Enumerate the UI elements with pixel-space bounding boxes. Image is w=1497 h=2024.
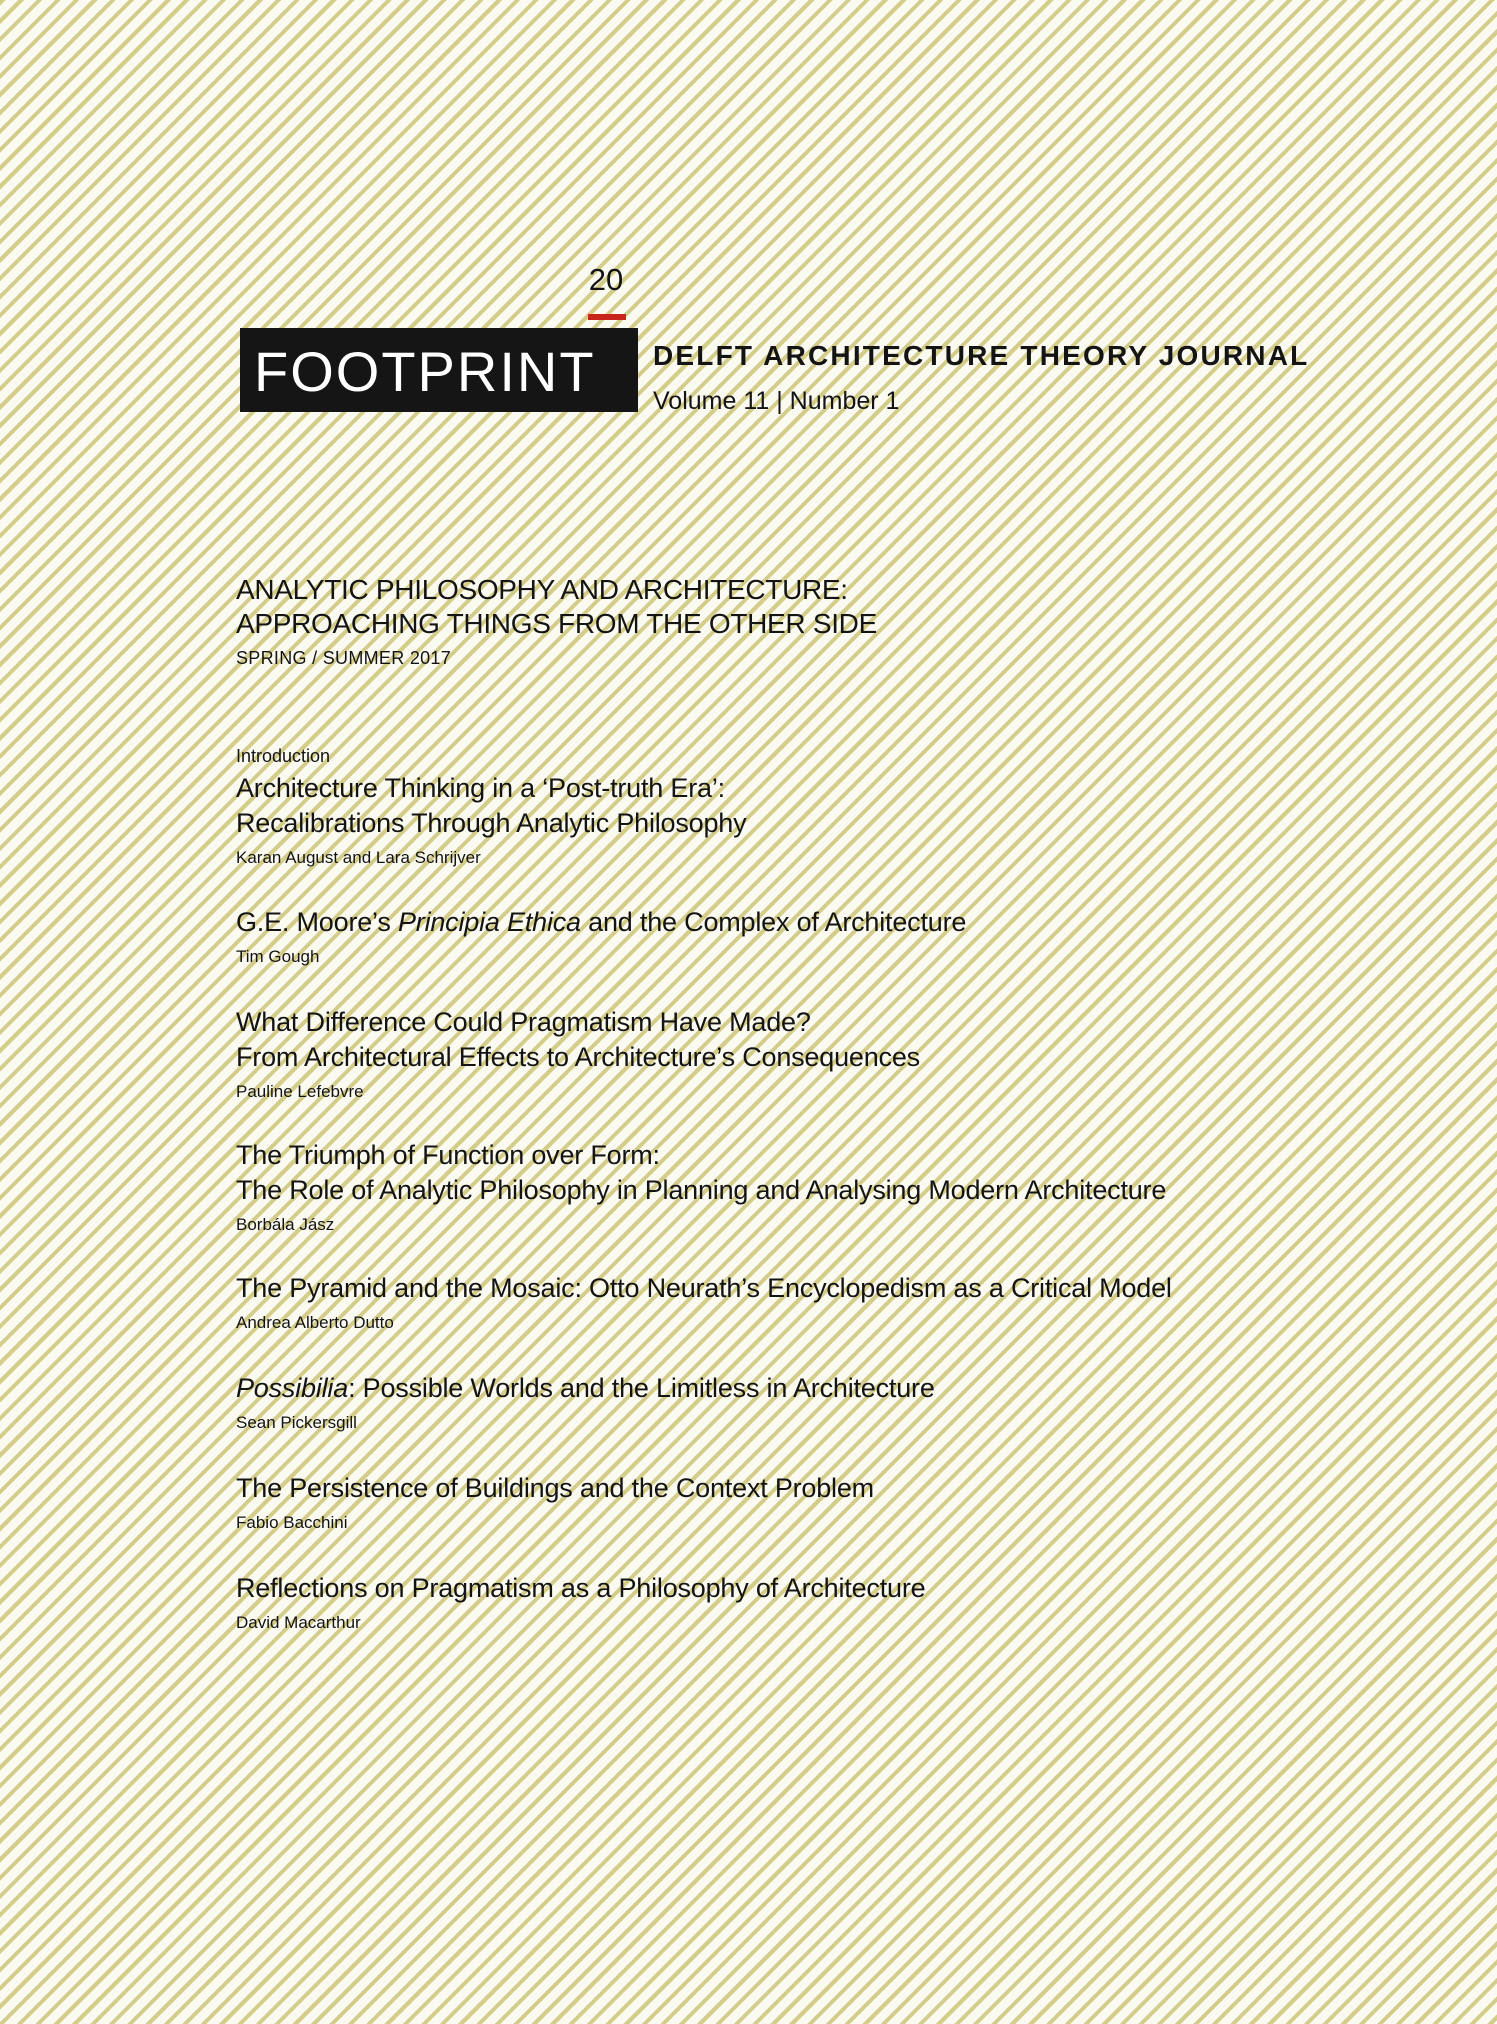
entry-title-italic: Possibilia — [236, 1373, 349, 1403]
entry-author: David Macarthur — [236, 1613, 361, 1632]
issue-title-line-1: ANALYTIC PHILOSOPHY AND ARCHITECTURE: — [236, 574, 848, 605]
entry-author: Fabio Bacchini — [236, 1513, 348, 1532]
entry-author: Andrea Alberto Dutto — [236, 1313, 394, 1332]
entry-title-line-2: The Role of Analytic Philosophy in Planning and Analysing Modern Architecture — [236, 1175, 1167, 1205]
entry-title: The Pyramid and the Mosaic: Otto Neurath’s Encyclopedism as a Critical Model — [236, 1273, 1172, 1303]
footprint-logo — [240, 328, 638, 412]
toc-entry-introduction — [236, 745, 746, 869]
journal-name: DELFT ARCHITECTURE THEORY JOURNAL — [653, 340, 1310, 371]
toc-entry-pragmatism — [236, 1005, 920, 1103]
entry-author: Sean Pickersgill — [236, 1413, 357, 1432]
toc-entry-persistence — [236, 1471, 874, 1534]
entry-title-line-1: What Difference Could Pragmatism Have Made? — [236, 1007, 811, 1037]
issue-season: SPRING / SUMMER 2017 — [236, 648, 452, 668]
issue-title-line-2: APPROACHING THINGS FROM THE OTHER SIDE — [236, 608, 877, 639]
entry-title-line-2: Recalibrations Through Analytic Philosophy — [236, 808, 747, 838]
logo-text: FOOTPRINT — [254, 340, 596, 403]
entry-title-line-2: From Architectural Effects to Architecture’s Consequences — [236, 1042, 920, 1072]
entry-title-italic: Principia Ethica — [397, 907, 581, 937]
entry-author: Tim Gough — [236, 947, 320, 966]
entry-author: Karan August and Lara Schrijver — [236, 848, 481, 867]
entry-label: Introduction — [236, 746, 331, 766]
entry-title — [236, 1371, 935, 1406]
issue-number: 20 — [588, 262, 624, 297]
entry-title: The Persistence of Buildings and the Context Problem — [236, 1473, 874, 1503]
volume-number: Volume 11 | Number 1 — [653, 387, 900, 415]
entry-title-text: G.E. Moore’s — [236, 907, 398, 937]
toc-entry-moore — [236, 905, 966, 968]
entry-title — [236, 905, 966, 940]
toc-entry-reflections — [236, 1571, 925, 1634]
entry-title: Reflections on Pragmatism as a Philosophy of Architecture — [236, 1573, 926, 1603]
issue-title — [236, 573, 877, 641]
entry-title-text: and the Complex of Architecture — [580, 907, 967, 937]
entry-author: Pauline Lefebvre — [236, 1082, 364, 1101]
entry-title-line-1: Architecture Thinking in a ‘Post-truth Era’: — [236, 773, 725, 803]
toc-entry-function-form — [236, 1138, 1166, 1236]
entry-title-line-1: The Triumph of Function over Form: — [236, 1140, 660, 1170]
entry-title-text: : Possible Worlds and the Limitless in Architecture — [348, 1373, 935, 1403]
issue-accent-rule — [588, 314, 626, 320]
toc-entry-possibilia — [236, 1371, 935, 1434]
entry-author: Borbála Jász — [236, 1215, 335, 1234]
toc-entry-pyramid-mosaic — [236, 1271, 1172, 1334]
